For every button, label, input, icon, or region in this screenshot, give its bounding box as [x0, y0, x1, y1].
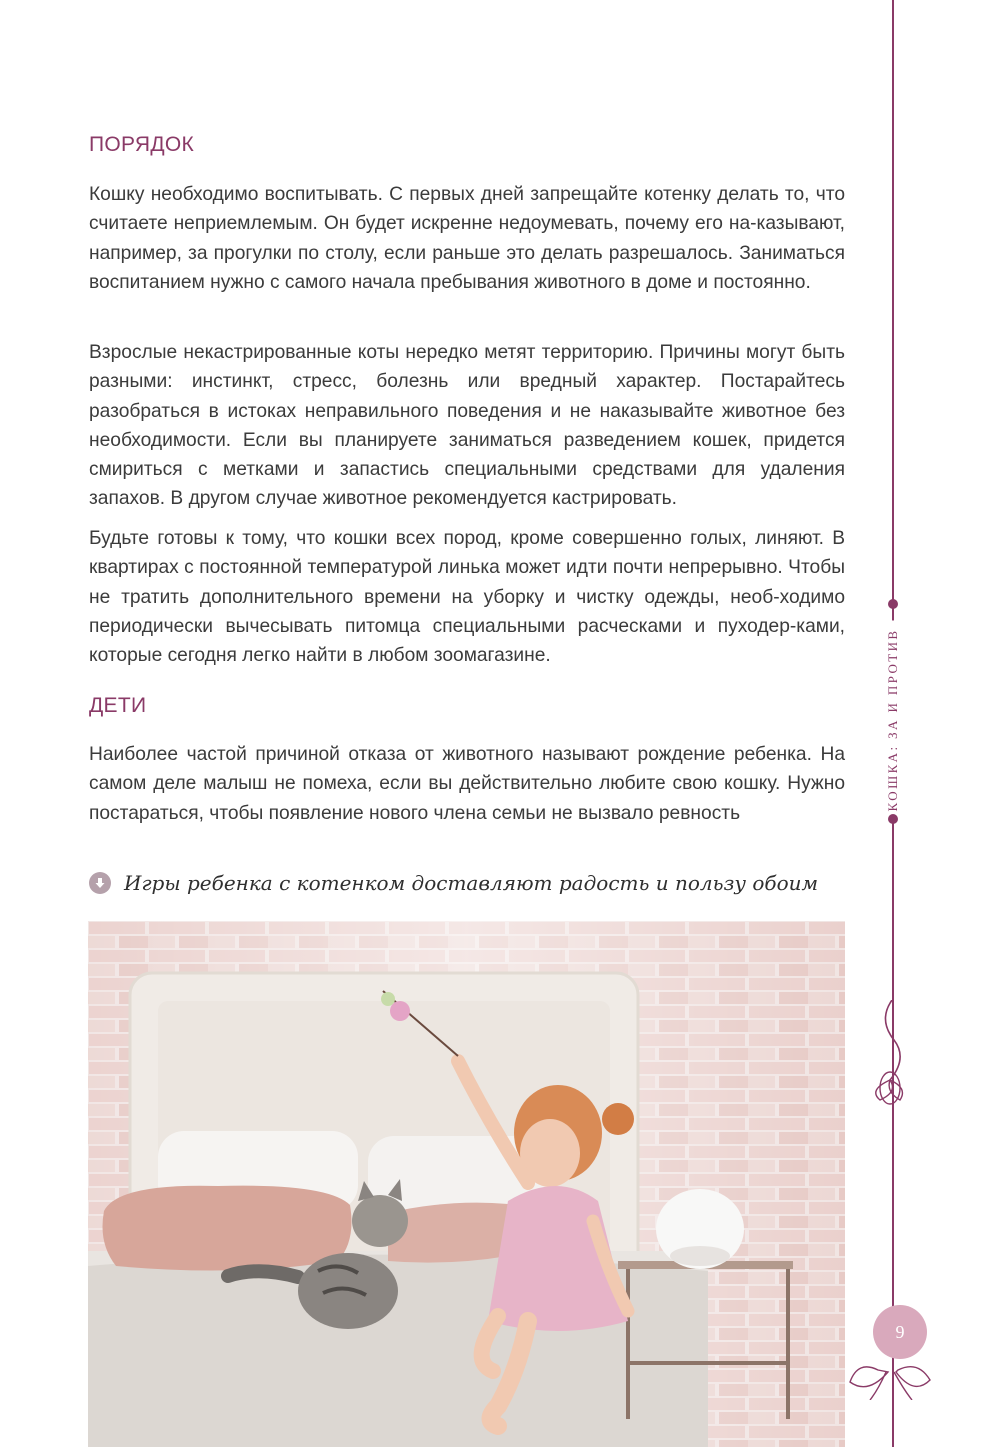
section-heading-children: ДЕТИ: [89, 694, 147, 717]
sidebar-dot: [888, 814, 898, 824]
running-title: КОШКА: ЗА И ПРОТИВ: [885, 621, 901, 820]
page-number: 9: [895, 1321, 905, 1342]
paragraph: Кошку необходимо воспитывать. С первых дней запрещайте котенку делать то, что считаете неприемлемым. Он будет искренне недоумевать, почему его на-казывают, например, за прогулки по столу, если раньше это делать разрешалось. Заниматься воспитанием нужно с самого начала пребывания животного в доме и постоянно.: [89, 184, 845, 293]
caption-text: Игры ребенка с котенком доставляют радость и пользу обоим: [124, 871, 819, 895]
arrow-down-circle-icon: [89, 872, 111, 894]
section-heading-order: ПОРЯДОК: [89, 133, 195, 156]
paragraph: Будьте готовы к тому, что кошки всех пород, кроме совершенно голых, линяют. В квартирах с постоянной температурой линька может идти почти непрерывно. Чтобы не тратить дополнительного времени на уборку и чистку одежды, необ-ходимо периодически вычесывать питомца специальными расческами и пуходер-ками, которые сегодня легко найти в любом зоомагазине.: [89, 528, 845, 667]
child-with-kitten-photo: [88, 921, 845, 1447]
page-number-badge: [873, 1305, 927, 1359]
paragraph: Взрослые некастрированные коты нередко метят территорию. Причины могут быть разными: инстинкт, стресс, болезнь или вредный характер. Постарайтесь разобраться в истоках неправильного поведения и не наказывайте животное без необходимости. Если вы планируете заниматься разведением кошек, придется смириться с метками и запастись специальными средствами для удаления запахов. В другом случае животное рекомендуется кастрировать.: [89, 342, 845, 510]
paragraph: Наиболее частой причиной отказа от животного называют рождение ребенка. На самом деле малыш не помеха, если вы действительно любите свою кошку. Нужно постараться, чтобы появление нового члена семьи не вызвало ревность: [89, 744, 845, 824]
sidebar-dot: [888, 599, 898, 609]
photo-caption: [89, 866, 849, 900]
